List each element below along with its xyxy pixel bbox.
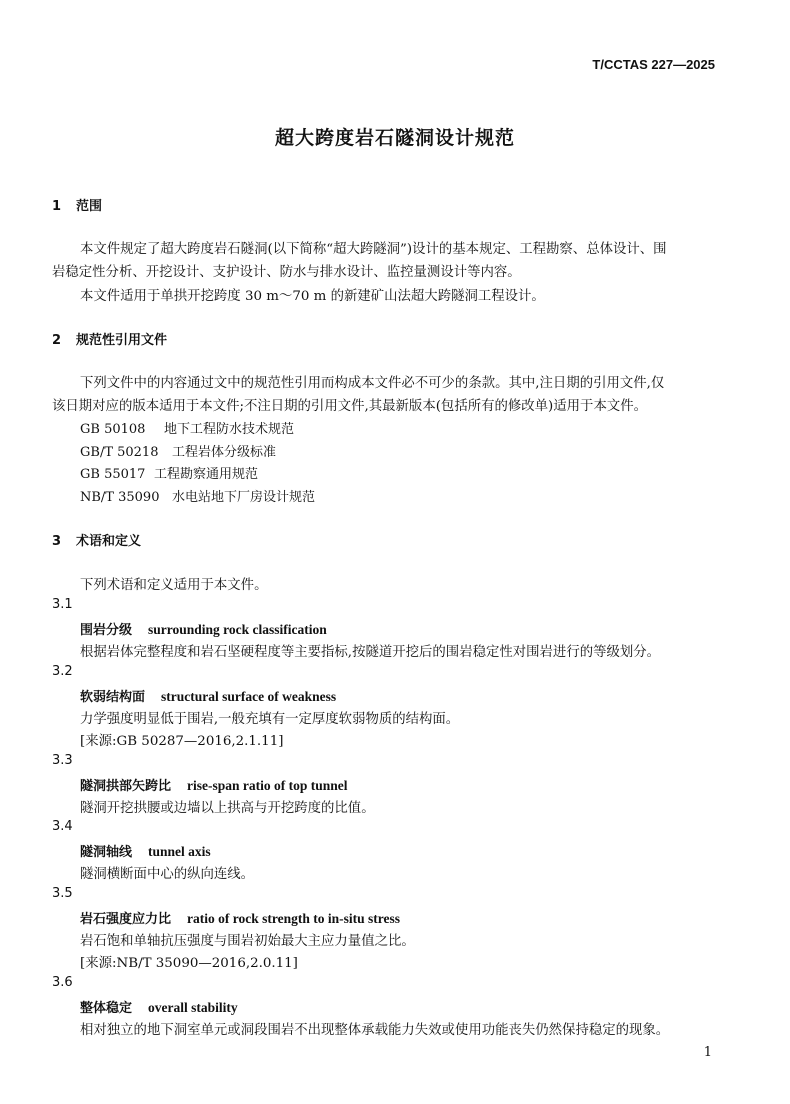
term-en: surrounding rock classification — [148, 622, 327, 637]
term-number: 3.4 — [52, 819, 73, 834]
section-heading-terms-definitions — [52, 530, 141, 549]
paragraph-line: 本文件规定了超大跨度岩石隧洞(以下简称“超大跨隧洞”)设计的基本规定、工程勘察、总体设计、围 — [80, 242, 667, 257]
term-definition: 根据岩体完整程度和岩石坚硬程度等主要指标,按隧道开挖后的围岩稳定性对围岩进行的等级划分。 — [80, 645, 661, 660]
standard-number: T/CCTAS 227—2025 — [592, 57, 715, 72]
term-zh: 整体稳定 — [80, 1001, 133, 1016]
term-number: 3.1 — [52, 597, 73, 612]
page-number: 1 — [703, 1045, 712, 1060]
section-number: 1 — [52, 199, 62, 214]
reference-item — [80, 463, 258, 482]
section-number: 3 — [52, 534, 62, 549]
term-en: rise-span ratio of top tunnel — [187, 778, 348, 793]
paragraph-line: 下列文件中的内容通过文中的规范性引用而构成本文件必不可少的条款。其中,注日期的引用文件,仅 — [80, 376, 665, 391]
term-source: [来源:NB/T 35090—2016,2.0.11] — [80, 956, 298, 971]
term-zh: 岩石强度应力比 — [80, 912, 172, 927]
reference-code: GB 50108 — [80, 422, 146, 437]
paragraph: 本文件适用于单拱开挖跨度 30 m～70 m 的新建矿山法超大跨隧洞工程设计。 — [80, 289, 545, 304]
term-definition: 隧洞横断面中心的纵向连线。 — [80, 867, 255, 882]
paragraph: 下列术语和定义适用于本文件。 — [80, 578, 268, 593]
reference-item — [80, 486, 315, 505]
reference-code: GB 55017 — [80, 467, 146, 482]
term-number: 3.3 — [52, 753, 73, 768]
reference-code: NB/T 35090 — [80, 490, 160, 505]
term-en: tunnel axis — [148, 844, 211, 859]
reference-code: GB/T 50218 — [80, 445, 159, 460]
section-heading-normative-references — [52, 329, 167, 348]
reference-item — [80, 418, 294, 437]
reference-item — [80, 441, 276, 460]
term-number: 3.6 — [52, 975, 73, 990]
reference-title: 水电站地下厂房设计规范 — [172, 490, 316, 505]
term-zh: 围岩分级 — [80, 623, 133, 638]
term-zh: 隧洞轴线 — [80, 845, 133, 860]
section-number: 2 — [52, 333, 62, 348]
section-title: 术语和定义 — [76, 534, 142, 549]
section-title: 范围 — [76, 199, 103, 214]
term-heading — [80, 841, 211, 860]
document-title: 超大跨度岩石隧洞设计规范 — [274, 127, 515, 149]
reference-title: 地下工程防水技术规范 — [164, 422, 295, 437]
term-definition: 岩石饱和单轴抗压强度与围岩初始最大主应力量值之比。 — [80, 934, 415, 949]
section-heading-scope — [52, 195, 102, 214]
term-heading — [80, 908, 400, 927]
term-number: 3.5 — [52, 886, 73, 901]
paragraph-line: 岩稳定性分析、开挖设计、支护设计、防水与排水设计、监控量测设计等内容。 — [52, 265, 521, 280]
paragraph-line: 该日期对应的版本适用于本文件;不注日期的引用文件,其最新版本(包括所有的修改单)适用于本文件。 — [52, 399, 648, 414]
section-title: 规范性引用文件 — [76, 333, 168, 348]
term-heading — [80, 619, 327, 638]
term-zh: 软弱结构面 — [80, 690, 146, 705]
term-number: 3.2 — [52, 664, 73, 679]
term-en: overall stability — [148, 1000, 238, 1015]
term-en: ratio of rock strength to in-situ stress — [187, 911, 401, 926]
term-definition: 隧洞开挖拱腰或边墙以上拱高与开挖跨度的比值。 — [80, 801, 375, 816]
term-heading — [80, 686, 336, 705]
term-heading — [80, 775, 348, 794]
term-source: [来源:GB 50287—2016,2.1.11] — [80, 734, 284, 749]
term-zh: 隧洞拱部矢跨比 — [80, 779, 172, 794]
term-definition: 相对独立的地下洞室单元或洞段围岩不出现整体承载能力失效或使用功能丧失仍然保持稳定的现象。 — [80, 1023, 670, 1038]
term-heading — [80, 997, 238, 1016]
reference-title: 工程岩体分级标准 — [172, 445, 277, 460]
term-en: structural surface of weakness — [161, 689, 337, 704]
term-definition: 力学强度明显低于围岩,一般充填有一定厚度软弱物质的结构面。 — [80, 712, 460, 727]
reference-title: 工程勘察通用规范 — [154, 467, 259, 482]
